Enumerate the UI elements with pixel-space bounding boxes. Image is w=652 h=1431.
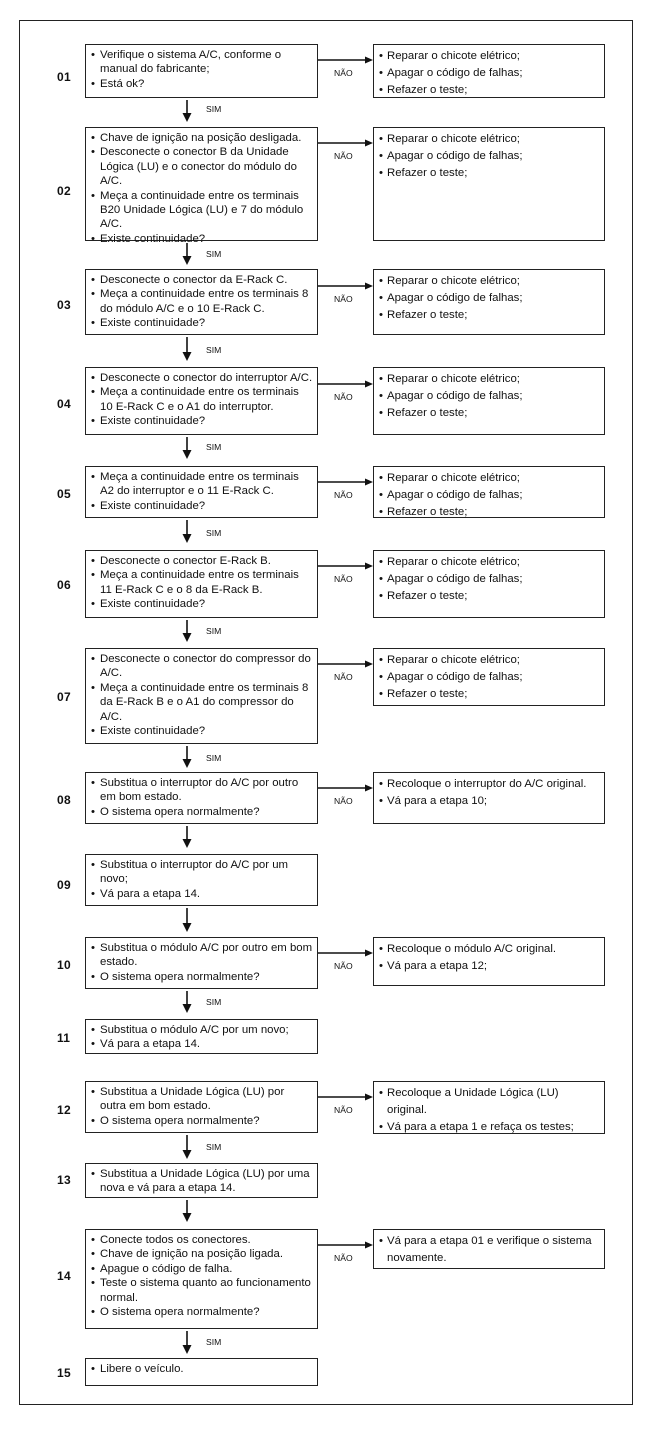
bullet-icon: • <box>91 317 95 330</box>
no-action-text: Recoloque a Unidade Lógica (LU) original. <box>387 1087 559 1116</box>
step-item <box>91 287 313 316</box>
step-number: 07 <box>57 690 71 704</box>
no-action-box <box>373 648 605 706</box>
no-arrow-icon <box>318 562 373 570</box>
no-action-item <box>379 652 600 669</box>
step-item-text: Meça a continuidade entre os terminais A2 do interruptor e o 11 E-Rack C. <box>100 471 299 498</box>
yes-label: SIM <box>206 1337 222 1347</box>
step-item <box>91 316 313 330</box>
bullet-icon: • <box>379 654 383 666</box>
bullet-icon: • <box>91 598 95 611</box>
step-number: 10 <box>57 958 71 972</box>
step-item <box>91 554 313 568</box>
step-item <box>91 1262 313 1276</box>
bullet-icon: • <box>379 688 383 700</box>
step-item <box>91 941 313 970</box>
step-item-text: Substitua a Unidade Lógica (LU) por outra em bom estado. <box>100 1086 285 1113</box>
no-action-text: Recoloque o interruptor do A/C original. <box>387 778 587 790</box>
bullet-icon: • <box>379 1121 383 1133</box>
no-action-text: Apagar o código de falhas; <box>387 489 523 501</box>
step-item <box>91 385 313 414</box>
step-box <box>85 1081 318 1133</box>
bullet-icon: • <box>379 275 383 287</box>
bullet-icon: • <box>91 49 95 61</box>
no-action-item <box>379 65 600 82</box>
step-item-text: Existe continuidade? <box>100 232 206 245</box>
step-number: 14 <box>57 1269 71 1283</box>
bullet-icon: • <box>91 146 95 159</box>
step-item <box>91 805 313 819</box>
step-item-text: O sistema opera normalmente? <box>100 1114 260 1127</box>
step-item-text: O sistema opera normalmente? <box>100 970 260 983</box>
no-label: NÃO <box>334 1253 353 1263</box>
no-action-box <box>373 937 605 986</box>
step-number: 15 <box>57 1366 71 1380</box>
step-item <box>91 131 313 145</box>
step-item-text: Existe continuidade? <box>100 317 206 330</box>
step-item <box>91 1305 313 1319</box>
step-number: 11 <box>57 1031 71 1045</box>
no-arrow-icon <box>318 949 373 957</box>
no-action-item <box>379 307 600 324</box>
step-item-text: Meça a continuidade entre os terminais 8 da E-Rack B e o A1 do compressor do A/C. <box>100 681 309 723</box>
bullet-icon: • <box>379 84 383 96</box>
step-item-text: Existe continuidade? <box>100 499 206 512</box>
bullet-icon: • <box>91 189 95 202</box>
bullet-icon: • <box>379 671 383 683</box>
down-arrow-icon <box>181 1331 193 1354</box>
step-item <box>91 145 313 188</box>
no-action-item <box>379 388 600 405</box>
yes-label: SIM <box>206 997 222 1007</box>
bullet-icon: • <box>379 778 383 790</box>
step-box <box>85 269 318 335</box>
step-box <box>85 1358 318 1386</box>
step-item-text: Meça a continuidade entre os terminais 11 E-Rack C e o 8 da E-Rack B. <box>100 569 299 596</box>
no-action-text: Vá para a etapa 12; <box>387 960 488 972</box>
step-number: 12 <box>57 1103 71 1117</box>
bullet-icon: • <box>91 653 95 665</box>
bullet-icon: • <box>379 795 383 807</box>
step-item-text: Conecte todos os conectores. <box>100 1234 251 1246</box>
no-action-text: Reparar o chicote elétrico; <box>387 50 520 62</box>
step-item <box>91 189 313 232</box>
no-action-item <box>379 148 600 165</box>
no-action-text: Refazer o teste; <box>387 407 468 419</box>
down-arrow-icon <box>181 1135 193 1159</box>
step-item <box>91 652 313 681</box>
bullet-icon: • <box>379 373 383 385</box>
bullet-icon: • <box>379 489 383 501</box>
down-arrow-icon <box>181 991 193 1013</box>
bullet-icon: • <box>91 274 95 286</box>
bullet-icon: • <box>91 1168 95 1180</box>
no-action-item <box>379 941 600 958</box>
no-action-text: Apagar o código de falhas; <box>387 390 523 402</box>
step-item <box>91 887 313 901</box>
bullet-icon: • <box>379 472 383 484</box>
bullet-icon: • <box>379 556 383 568</box>
no-action-item <box>379 1085 600 1119</box>
yes-label: SIM <box>206 345 222 355</box>
no-label: NÃO <box>334 68 353 78</box>
step-item <box>91 970 313 984</box>
step-item-text: Substitua a Unidade Lógica (LU) por uma nova e vá para a etapa 14. <box>100 1168 310 1195</box>
step-item <box>91 568 313 597</box>
bullet-icon: • <box>91 372 95 384</box>
no-action-text: Vá para a etapa 01 e verifique o sistema novamente. <box>387 1235 592 1264</box>
step-item-text: Meça a continuidade entre os terminais 8 do módulo A/C e o 10 E-Rack C. <box>100 288 309 315</box>
step-item-text: Vá para a etapa 14. <box>100 887 201 900</box>
step-item-text: Vá para a etapa 14. <box>100 1038 201 1051</box>
step-item <box>91 77 313 91</box>
no-action-item <box>379 776 600 793</box>
down-arrow-icon <box>181 1200 193 1222</box>
bullet-icon: • <box>379 573 383 585</box>
no-action-item <box>379 669 600 686</box>
no-arrow-icon <box>318 784 373 792</box>
no-arrow-icon <box>318 478 373 486</box>
no-label: NÃO <box>334 961 353 971</box>
bullet-icon: • <box>91 1363 95 1375</box>
no-arrow-icon <box>318 1093 373 1101</box>
no-action-text: Refazer o teste; <box>387 688 468 700</box>
no-action-item <box>379 487 600 504</box>
bullet-icon: • <box>379 943 383 955</box>
no-action-text: Apagar o código de falhas; <box>387 292 523 304</box>
step-item <box>91 681 313 724</box>
no-action-item <box>379 554 600 571</box>
no-action-text: Vá para a etapa 10; <box>387 795 488 807</box>
bullet-icon: • <box>91 1086 95 1098</box>
step-number: 09 <box>57 878 71 892</box>
step-number: 06 <box>57 578 71 592</box>
step-item-text: Meça a continuidade entre os terminais 10 E-Rack C e o A1 do interruptor. <box>100 386 299 413</box>
no-action-text: Refazer o teste; <box>387 506 468 518</box>
bullet-icon: • <box>91 1306 95 1319</box>
step-item <box>91 470 313 499</box>
bullet-icon: • <box>91 859 95 871</box>
step-item-text: Desconecte o conector do interruptor A/C. <box>100 372 313 384</box>
no-action-text: Reparar o chicote elétrico; <box>387 654 520 666</box>
step-item-text: Existe continuidade? <box>100 415 206 428</box>
step-item-text: Desconecte o conector da E-Rack C. <box>100 274 288 286</box>
step-item-text: Desconecte o conector B da Unidade Lógica (LU) e o conector do módulo do A/C. <box>100 146 297 188</box>
step-item-text: Desconecte o conector do compressor do A/C. <box>100 653 311 680</box>
no-action-item <box>379 48 600 65</box>
step-box <box>85 367 318 435</box>
no-action-text: Apagar o código de falhas; <box>387 671 523 683</box>
step-item <box>91 499 313 513</box>
yes-label: SIM <box>206 753 222 763</box>
bullet-icon: • <box>91 288 95 301</box>
no-label: NÃO <box>334 1105 353 1115</box>
step-number: 01 <box>57 70 71 84</box>
no-label: NÃO <box>334 294 353 304</box>
step-item <box>91 1362 313 1376</box>
step-item <box>91 1085 313 1114</box>
bullet-icon: • <box>379 50 383 62</box>
no-action-item <box>379 470 600 487</box>
no-arrow-icon <box>318 1241 373 1249</box>
bullet-icon: • <box>91 725 95 738</box>
bullet-icon: • <box>91 1248 95 1261</box>
step-box <box>85 772 318 824</box>
step-box <box>85 937 318 989</box>
no-action-text: Reparar o chicote elétrico; <box>387 472 520 484</box>
bullet-icon: • <box>91 887 95 900</box>
no-action-text: Reparar o chicote elétrico; <box>387 133 520 145</box>
no-action-text: Apagar o código de falhas; <box>387 573 523 585</box>
bullet-icon: • <box>379 407 383 419</box>
bullet-icon: • <box>91 415 95 428</box>
no-arrow-icon <box>318 380 373 388</box>
step-item-text: Existe continuidade? <box>100 725 206 738</box>
down-arrow-icon <box>181 746 193 768</box>
bullet-icon: • <box>91 942 95 954</box>
no-action-item <box>379 571 600 588</box>
bullet-icon: • <box>91 1038 95 1051</box>
step-item-text: Chave de ignição na posição ligada. <box>100 1248 284 1261</box>
bullet-icon: • <box>91 569 95 582</box>
no-label: NÃO <box>334 151 353 161</box>
step-box <box>85 1229 318 1329</box>
step-item-text: O sistema opera normalmente? <box>100 805 260 818</box>
step-item <box>91 724 313 738</box>
no-action-item <box>379 165 600 182</box>
yes-label: SIM <box>206 1142 222 1152</box>
step-item <box>91 414 313 428</box>
bullet-icon: • <box>379 960 383 972</box>
no-action-box <box>373 772 605 824</box>
step-item <box>91 232 313 246</box>
bullet-icon: • <box>91 1277 95 1290</box>
step-item-text: Substitua o interruptor do A/C por outro em bom estado. <box>100 777 299 804</box>
no-label: NÃO <box>334 490 353 500</box>
no-arrow-icon <box>318 139 373 147</box>
no-action-item <box>379 405 600 422</box>
step-box <box>85 44 318 98</box>
no-action-item <box>379 82 600 99</box>
step-item-text: Desconecte o conector E-Rack B. <box>100 555 271 567</box>
step-item <box>91 1114 313 1128</box>
no-action-text: Recoloque o módulo A/C original. <box>387 943 557 955</box>
bullet-icon: • <box>91 970 95 983</box>
no-action-box <box>373 550 605 618</box>
no-action-box <box>373 269 605 335</box>
bullet-icon: • <box>379 590 383 602</box>
step-number: 03 <box>57 298 71 312</box>
bullet-icon: • <box>379 167 383 179</box>
no-action-item <box>379 1233 600 1267</box>
step-item <box>91 858 313 887</box>
bullet-icon: • <box>91 1262 95 1275</box>
no-action-text: Refazer o teste; <box>387 84 468 96</box>
bullet-icon: • <box>379 1087 383 1099</box>
no-action-box <box>373 466 605 518</box>
step-item <box>91 597 313 611</box>
down-arrow-icon <box>181 620 193 642</box>
no-action-text: Refazer o teste; <box>387 590 468 602</box>
down-arrow-icon <box>181 520 193 543</box>
no-label: NÃO <box>334 574 353 584</box>
down-arrow-icon <box>181 437 193 459</box>
no-action-text: Reparar o chicote elétrico; <box>387 275 520 287</box>
step-item <box>91 1247 313 1261</box>
bullet-icon: • <box>379 150 383 162</box>
no-label: NÃO <box>334 392 353 402</box>
no-action-box <box>373 127 605 241</box>
bullet-icon: • <box>379 390 383 402</box>
no-label: NÃO <box>334 796 353 806</box>
no-action-item <box>379 273 600 290</box>
bullet-icon: • <box>91 77 95 90</box>
bullet-icon: • <box>91 132 95 144</box>
bullet-icon: • <box>91 499 95 512</box>
step-box <box>85 854 318 906</box>
step-item-text: Apague o código de falha. <box>100 1262 233 1275</box>
no-action-item <box>379 958 600 975</box>
no-action-item <box>379 686 600 703</box>
yes-label: SIM <box>206 442 222 452</box>
bullet-icon: • <box>379 292 383 304</box>
down-arrow-icon <box>181 826 193 848</box>
step-item <box>91 48 313 77</box>
step-item <box>91 273 313 287</box>
step-item <box>91 1233 313 1247</box>
step-box <box>85 466 318 518</box>
yes-label: SIM <box>206 528 222 538</box>
step-item <box>91 371 313 385</box>
step-number: 05 <box>57 487 71 501</box>
no-arrow-icon <box>318 282 373 290</box>
step-item-text: Substitua o interruptor do A/C por um novo; <box>100 859 289 886</box>
step-item-text: Verifique o sistema A/C, conforme o manual do fabricante; <box>100 49 282 76</box>
step-item <box>91 1037 313 1051</box>
bullet-icon: • <box>379 1235 383 1247</box>
step-box <box>85 550 318 618</box>
step-box <box>85 1019 318 1054</box>
bullet-icon: • <box>91 1024 95 1036</box>
no-action-text: Apagar o código de falhas; <box>387 150 523 162</box>
yes-label: SIM <box>206 626 222 636</box>
bullet-icon: • <box>91 777 95 789</box>
no-action-item <box>379 131 600 148</box>
step-box <box>85 648 318 744</box>
no-action-item <box>379 793 600 810</box>
bullet-icon: • <box>91 232 95 245</box>
yes-label: SIM <box>206 104 222 114</box>
bullet-icon: • <box>379 309 383 321</box>
no-action-box <box>373 1081 605 1134</box>
no-action-box <box>373 367 605 435</box>
no-action-text: Reparar o chicote elétrico; <box>387 373 520 385</box>
step-item-text: Substitua o módulo A/C por um novo; <box>100 1024 289 1036</box>
no-action-item <box>379 371 600 388</box>
no-action-box <box>373 44 605 98</box>
bullet-icon: • <box>91 1234 95 1246</box>
no-arrow-icon <box>318 56 373 64</box>
bullet-icon: • <box>91 1114 95 1127</box>
yes-label: SIM <box>206 249 222 259</box>
step-item <box>91 1023 313 1037</box>
step-item <box>91 1276 313 1305</box>
step-item-text: Substitua o módulo A/C por outro em bom estado. <box>100 942 313 969</box>
step-item-text: Libere o veículo. <box>100 1363 184 1375</box>
down-arrow-icon <box>181 908 193 932</box>
no-action-item <box>379 504 600 521</box>
bullet-icon: • <box>91 386 95 399</box>
step-item <box>91 1167 313 1196</box>
no-action-item <box>379 588 600 605</box>
no-action-text: Refazer o teste; <box>387 309 468 321</box>
step-item-text: Está ok? <box>100 77 145 90</box>
no-action-text: Apagar o código de falhas; <box>387 67 523 79</box>
no-action-item <box>379 1119 600 1136</box>
no-action-box <box>373 1229 605 1269</box>
step-item-text: Meça a continuidade entre os terminais B20 Unidade Lógica (LU) e 7 do módulo A/C. <box>100 189 304 231</box>
step-item-text: Teste o sistema quanto ao funcionamento normal. <box>100 1277 311 1304</box>
down-arrow-icon <box>181 337 193 361</box>
step-item-text: O sistema opera normalmente? <box>100 1306 260 1319</box>
bullet-icon: • <box>91 471 95 483</box>
step-box <box>85 127 318 245</box>
step-number: 04 <box>57 397 71 411</box>
bullet-icon: • <box>379 133 383 145</box>
bullet-icon: • <box>91 555 95 567</box>
no-action-text: Vá para a etapa 1 e refaça os testes; <box>387 1121 574 1133</box>
bullet-icon: • <box>379 67 383 79</box>
bullet-icon: • <box>91 681 95 694</box>
no-arrow-icon <box>318 660 373 668</box>
step-number: 02 <box>57 184 71 198</box>
step-number: 08 <box>57 793 71 807</box>
down-arrow-icon <box>181 100 193 122</box>
no-action-text: Refazer o teste; <box>387 167 468 179</box>
down-arrow-icon <box>181 243 193 265</box>
step-item-text: Chave de ignição na posição desligada. <box>100 132 302 144</box>
bullet-icon: • <box>91 805 95 818</box>
no-action-text: Reparar o chicote elétrico; <box>387 556 520 568</box>
step-item-text: Existe continuidade? <box>100 598 206 611</box>
step-item <box>91 776 313 805</box>
no-label: NÃO <box>334 672 353 682</box>
bullet-icon: • <box>379 506 383 518</box>
no-action-item <box>379 290 600 307</box>
step-box <box>85 1163 318 1198</box>
step-number: 13 <box>57 1173 71 1187</box>
